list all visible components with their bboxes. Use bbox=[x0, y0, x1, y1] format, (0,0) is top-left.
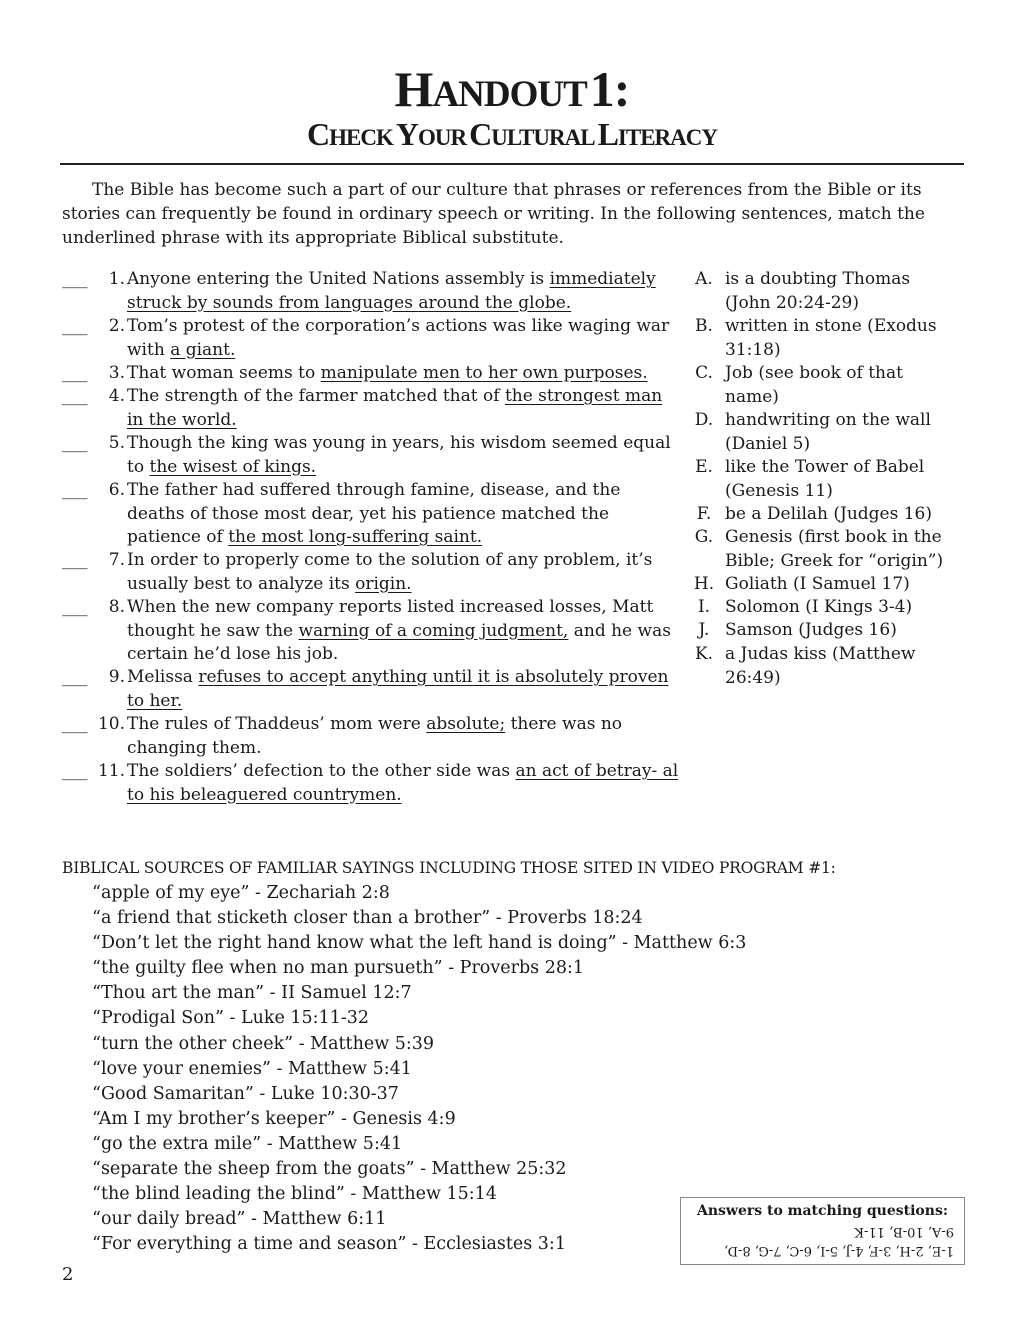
subtitle-letter: L bbox=[597, 116, 618, 152]
question-text bbox=[127, 315, 682, 362]
title-divider bbox=[60, 163, 964, 165]
question-item bbox=[62, 666, 682, 713]
question-prefix: That woman seems to bbox=[127, 363, 321, 383]
option-letter: J. bbox=[698, 620, 710, 640]
question-suffix: there was no changing them. bbox=[127, 714, 623, 758]
question-prefix: Though the king was young in years, his wisdom seemed equal to bbox=[127, 433, 671, 477]
question-text bbox=[127, 479, 682, 550]
intro-paragraph: The Bible has become such a part of our culture that phrases or references from the Bible or its stories can frequently be found in ordinary speech or writing. In the following sentences, match the underlined phrase with its appropriate Biblical substitute. bbox=[62, 180, 925, 248]
underlined-phrase: a giant. bbox=[170, 339, 236, 360]
option-text: written in stone (Exodus 31:18) bbox=[725, 316, 937, 360]
source-item: “go the extra mile” - Matthew 5:41 bbox=[92, 1133, 403, 1154]
source-item: “separate the sheep from the goats” - Matthew 25:32 bbox=[92, 1159, 567, 1180]
source-item: “Good Samaritan” - Luke 10:30-37 bbox=[92, 1083, 399, 1104]
question-text bbox=[127, 362, 682, 386]
answer-blank[interactable]: ___ bbox=[62, 433, 88, 453]
option-letter: C. bbox=[695, 363, 713, 383]
source-item: “love your enemies” - Matthew 5:41 bbox=[92, 1058, 412, 1079]
question-item bbox=[62, 479, 682, 550]
question-suffix: and he was certain he’d lose his job. bbox=[127, 620, 671, 664]
sources-heading: BIBLICAL SOURCES OF FAMILIAR SAYINGS INCLUDING THOSE SITED IN VIDEO PROGRAM #1: bbox=[62, 859, 836, 877]
source-item: “Thou art the man” - II Samuel 12:7 bbox=[92, 983, 412, 1004]
option-letter: A. bbox=[695, 269, 713, 289]
title-number: 1: bbox=[589, 61, 630, 117]
question-number: 2. bbox=[108, 316, 125, 336]
option-letter: B. bbox=[695, 316, 713, 336]
option-letter: K. bbox=[694, 644, 714, 664]
answer-blank[interactable]: ___ bbox=[62, 386, 88, 406]
option-item bbox=[690, 596, 960, 620]
option-text: Solomon (I Kings 3-4) bbox=[725, 597, 913, 617]
option-item bbox=[690, 573, 960, 597]
subtitle-letter: Y bbox=[395, 116, 418, 152]
underlined-phrase: the most long-suffering saint. bbox=[228, 527, 483, 547]
source-item: “a friend that sticketh closer than a brother” - Proverbs 18:24 bbox=[92, 908, 643, 929]
question-number: 4. bbox=[108, 386, 125, 406]
option-letter: D. bbox=[694, 410, 714, 430]
underlined-phrase: the strongest man in the world. bbox=[127, 386, 663, 430]
subtitle-word: HECK bbox=[329, 125, 393, 150]
sources-list bbox=[92, 881, 746, 1257]
underlined-phrase: manipulate men to her own purposes. bbox=[320, 363, 648, 383]
handout-subtitle bbox=[0, 116, 1024, 153]
answer-key-line: 9-A, 10-B, 11-K bbox=[854, 1224, 954, 1239]
question-item bbox=[62, 596, 682, 667]
question-number: 8. bbox=[108, 597, 125, 617]
page-number: 2 bbox=[62, 1264, 74, 1285]
question-text bbox=[127, 385, 682, 432]
source-item: “For everything a time and season” - Ecclesiastes 3:1 bbox=[92, 1234, 566, 1255]
option-item bbox=[690, 315, 960, 362]
subtitle-letter: C bbox=[307, 116, 330, 152]
option-text: a Judas kiss (Matthew 26:49) bbox=[725, 644, 916, 688]
underlined-phrase: refuses to accept anything until it is absolutely proven to her. bbox=[127, 667, 669, 711]
question-text bbox=[127, 268, 682, 315]
question-prefix: The father had suffered through famine, disease, and the deaths of those most dear, yet his patience matched the patience of bbox=[127, 480, 621, 547]
question-text bbox=[127, 432, 682, 479]
question-text bbox=[127, 713, 682, 760]
question-prefix: In order to properly come to the solution of any problem, it’s usually best to analyze its bbox=[127, 550, 653, 594]
question-item bbox=[62, 385, 682, 432]
option-text: handwriting on the wall (Daniel 5) bbox=[725, 410, 931, 454]
option-item bbox=[690, 268, 960, 315]
option-letter: G. bbox=[694, 527, 714, 547]
question-number: 7. bbox=[108, 550, 125, 570]
option-item bbox=[690, 409, 960, 456]
answer-blank[interactable]: ___ bbox=[62, 316, 88, 336]
question-item bbox=[62, 268, 682, 315]
source-item: “the blind leading the blind” - Matthew 15:14 bbox=[92, 1184, 497, 1205]
underlined-phrase: an act of betray- al to his beleaguered countrymen. bbox=[127, 761, 679, 805]
question-number: 3. bbox=[108, 363, 125, 383]
option-text: like the Tower of Babel (Genesis 11) bbox=[725, 457, 925, 501]
title-initial: H bbox=[394, 61, 433, 117]
source-item: “Don’t let the right hand know what the left hand is doing” - Matthew 6:3 bbox=[92, 933, 747, 954]
answer-key-line: 1-E, 2-H, 3-F, 4-J, 5-I, 6-C, 7-G, 8-D, bbox=[723, 1243, 954, 1258]
option-letter: I. bbox=[697, 597, 711, 617]
underlined-phrase: the wisest of kings. bbox=[149, 456, 317, 477]
option-item bbox=[690, 362, 960, 409]
source-item: “Am I my brother’s keeper” - Genesis 4:9 bbox=[92, 1108, 456, 1129]
question-prefix: The rules of Thaddeus’ mom were bbox=[127, 714, 427, 734]
question-item bbox=[62, 362, 682, 386]
title-rest: ANDOUT bbox=[432, 74, 587, 115]
question-prefix: When the new company reports listed increased losses, Matt thought he saw the bbox=[127, 597, 654, 641]
option-text: Samson (Judges 16) bbox=[725, 620, 897, 640]
underlined-phrase: immediately struck by sounds from languages around the globe. bbox=[127, 269, 656, 313]
source-item: “our daily bread” - Matthew 6:11 bbox=[92, 1209, 387, 1230]
question-prefix: The soldiers’ defection to the other side was bbox=[127, 761, 516, 781]
option-item bbox=[690, 643, 960, 690]
option-item bbox=[690, 503, 960, 527]
question-item bbox=[62, 315, 682, 362]
answer-key-box bbox=[680, 1197, 965, 1265]
question-item bbox=[62, 432, 682, 479]
subtitle-word: OUR bbox=[417, 125, 467, 150]
option-text: Genesis (first book in the Bible; Greek for “origin”) bbox=[725, 527, 944, 571]
subtitle-word: ITERACY bbox=[617, 125, 717, 150]
option-text: Job (see book of that name) bbox=[725, 363, 903, 407]
answer-key-inverted bbox=[681, 1222, 964, 1260]
question-prefix: Tom’s protest of the corporation’s actions was like waging war with bbox=[127, 316, 670, 360]
answer-blank[interactable]: ___ bbox=[62, 269, 88, 289]
question-text bbox=[127, 666, 682, 713]
source-item: “apple of my eye” - Zechariah 2:8 bbox=[92, 883, 390, 903]
question-number: 5. bbox=[108, 433, 125, 453]
option-text: Goliath (I Samuel 17) bbox=[725, 574, 910, 594]
question-prefix: The strength of the farmer matched that of bbox=[127, 386, 505, 406]
question-number: 11. bbox=[97, 761, 125, 781]
answer-blank[interactable]: ___ bbox=[62, 480, 88, 500]
answer-key-heading: Answers to matching questions: bbox=[696, 1203, 948, 1219]
answer-blank[interactable]: ___ bbox=[62, 363, 88, 383]
subtitle-letter: C bbox=[469, 116, 492, 152]
option-item bbox=[690, 619, 960, 643]
question-item bbox=[62, 549, 682, 596]
question-prefix: Melissa bbox=[127, 667, 199, 687]
question-prefix: Anyone entering the United Nations assembly is bbox=[127, 269, 550, 289]
answer-blank[interactable]: ___ bbox=[62, 714, 88, 734]
question-item bbox=[62, 713, 682, 760]
handout-title bbox=[0, 60, 1024, 118]
question-text bbox=[127, 596, 682, 667]
source-item: “turn the other cheek” - Matthew 5:39 bbox=[92, 1033, 435, 1054]
option-item bbox=[690, 526, 960, 573]
option-text: be a Delilah (Judges 16) bbox=[725, 504, 932, 524]
question-number: 1. bbox=[108, 269, 125, 289]
option-letter: H. bbox=[693, 574, 715, 594]
question-text bbox=[127, 760, 682, 807]
subtitle-word: ULTURAL bbox=[491, 125, 595, 150]
answer-blank[interactable]: ___ bbox=[62, 597, 88, 617]
answer-blank[interactable]: ___ bbox=[62, 667, 88, 687]
underlined-phrase: warning of a coming judgment, bbox=[298, 620, 569, 641]
source-item: “the guilty flee when no man pursueth” - Proverbs 28:1 bbox=[92, 958, 584, 979]
question-item bbox=[62, 760, 682, 807]
question-text bbox=[127, 549, 682, 596]
question-number: 9. bbox=[108, 667, 125, 687]
option-text: is a doubting Thomas (John 20:24-29) bbox=[725, 269, 911, 313]
question-number: 6. bbox=[108, 480, 125, 500]
answer-blank[interactable]: ___ bbox=[62, 761, 88, 781]
option-item bbox=[690, 456, 960, 503]
underlined-phrase: absolute; bbox=[426, 714, 506, 734]
option-letter: F. bbox=[696, 504, 712, 524]
option-letter: E. bbox=[695, 457, 713, 477]
underlined-phrase: origin. bbox=[355, 573, 412, 594]
source-item: “Prodigal Son” - Luke 15:11-32 bbox=[92, 1008, 370, 1029]
answer-blank[interactable]: ___ bbox=[62, 550, 88, 570]
question-number: 10. bbox=[97, 714, 125, 734]
